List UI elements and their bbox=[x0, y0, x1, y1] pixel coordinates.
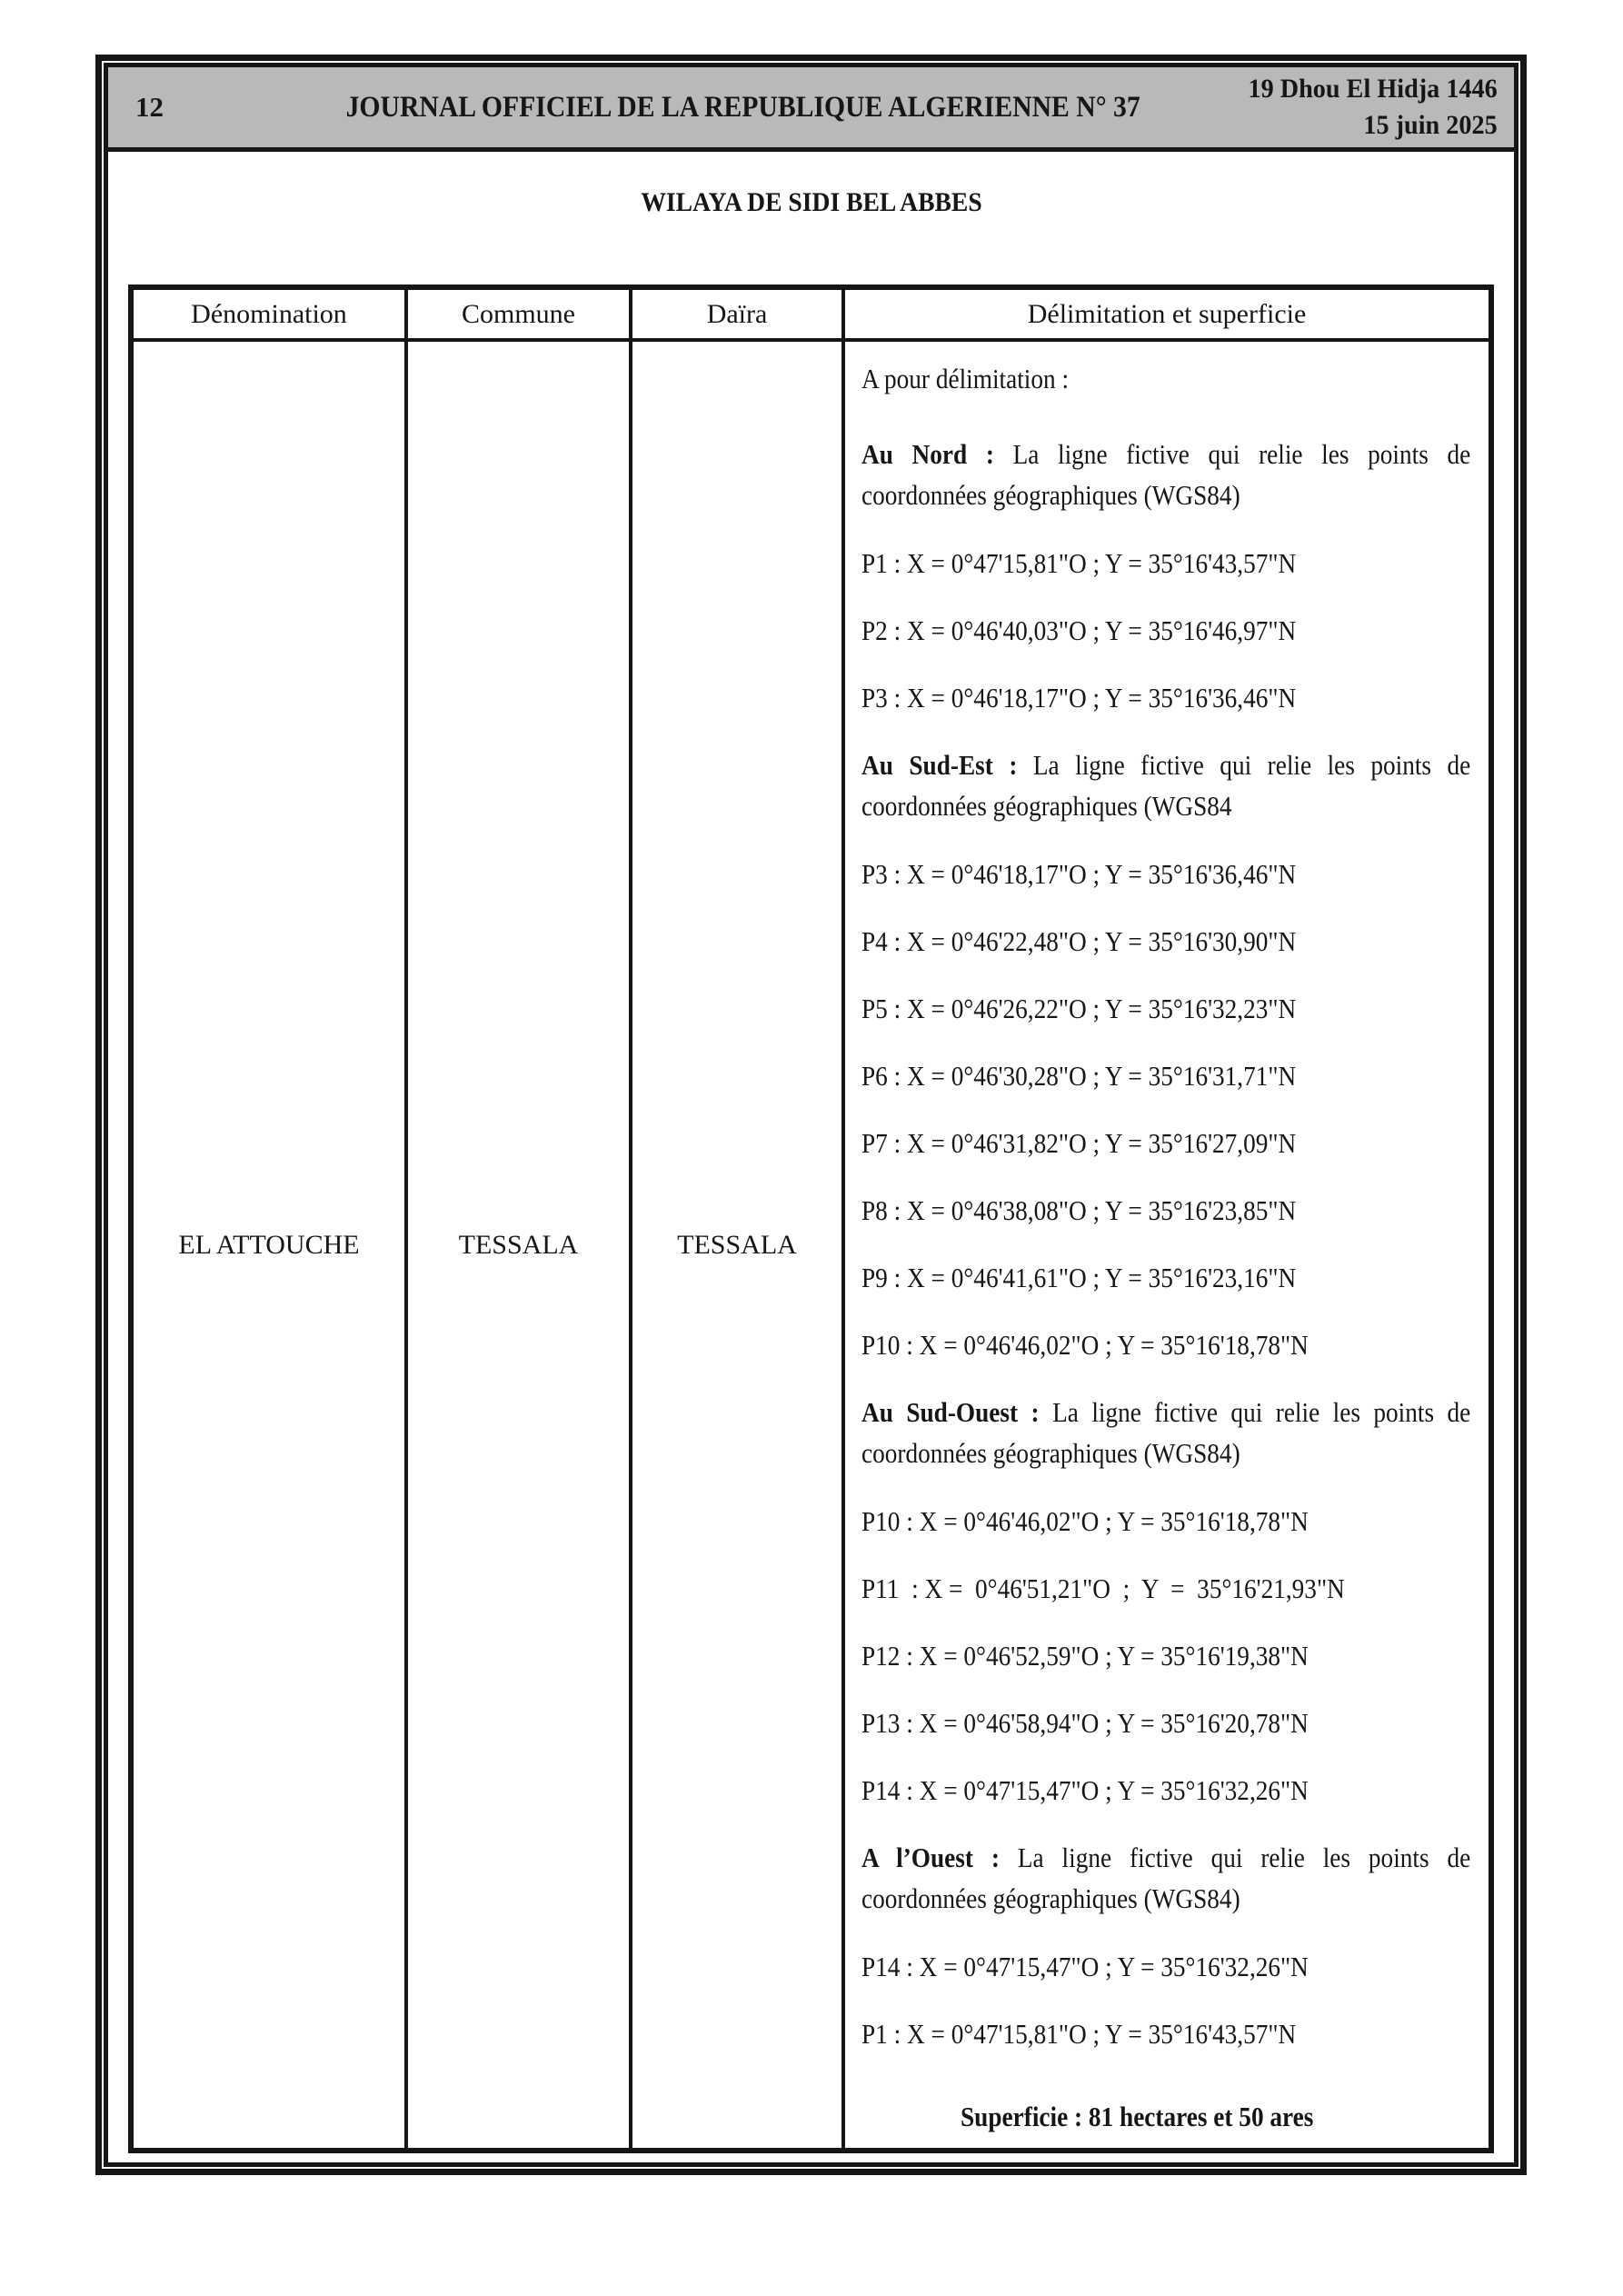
cell-delimitation bbox=[843, 340, 1491, 2151]
coordinate-point: P3 : X = 0°46'18,17"O ; Y = 35°16'36,46"N bbox=[861, 682, 1297, 714]
delimitation-content bbox=[861, 358, 1474, 2137]
coordinate-point: P5 : X = 0°46'26,22"O ; Y = 35°16'32,23"N bbox=[861, 993, 1297, 1024]
coordinate-point: P10 : X = 0°46'46,02"O ; Y = 35°16'18,78"N bbox=[861, 1329, 1309, 1361]
journal-title-wrap bbox=[254, 91, 1232, 125]
page-frame-inner bbox=[104, 63, 1518, 2167]
section-title-text: WILAYA DE SIDI BEL ABBES bbox=[640, 187, 982, 217]
coordinate-point: P3 : X = 0°46'18,17"O ; Y = 35°16'36,46"N bbox=[861, 858, 1297, 890]
coordinate-point: P1 : X = 0°47'15,81"O ; Y = 35°16'43,57"N bbox=[861, 2018, 1297, 2050]
section-paragraph bbox=[861, 434, 1474, 515]
section-description: La ligne fictive qui relie les points de coordonnées géographiques (WGS84) bbox=[861, 1396, 1471, 1469]
cell-daira: TESSALA bbox=[631, 340, 843, 2151]
coordinate-point: P6 : X = 0°46'30,28"O ; Y = 35°16'31,71"N bbox=[861, 1060, 1297, 1092]
delimitation-intro: A pour délimitation : bbox=[861, 363, 1070, 394]
coordinate-point: P11 : X = 0°46'51,21"O ; Y = 35°16'21,93"N bbox=[861, 1572, 1345, 1604]
section-heading: Au Sud-Ouest : bbox=[861, 1396, 1040, 1428]
coordinate-point: P9 : X = 0°46'41,61"O ; Y = 35°16'23,16"N bbox=[861, 1262, 1297, 1293]
column-header-commune: Commune bbox=[406, 287, 631, 340]
section-heading: Au Nord : bbox=[861, 438, 994, 470]
coordinate-point: P4 : X = 0°46'22,48"O ; Y = 35°16'30,90"N bbox=[861, 925, 1297, 957]
coordinate-point: P7 : X = 0°46'31,82"O ; Y = 35°16'27,09"N bbox=[861, 1127, 1297, 1159]
section-paragraph bbox=[861, 1837, 1474, 1919]
coordinate-point: P13 : X = 0°46'58,94"O ; Y = 35°16'20,78"N bbox=[861, 1707, 1309, 1739]
journal-title: JOURNAL OFFICIEL DE LA REPUBLIQUE ALGERIENNE N° 37 bbox=[345, 90, 1140, 124]
date-gregorian: 15 juin 2025 bbox=[1363, 110, 1498, 140]
section-description: La ligne fictive qui relie les points de coordonnées géographiques (WGS84 bbox=[861, 749, 1471, 822]
section-description: La ligne fictive qui relie les points de coordonnées géographiques (WGS84) bbox=[861, 1842, 1471, 1914]
section-paragraph bbox=[861, 744, 1474, 826]
section-heading: A l’Ouest : bbox=[861, 1842, 1000, 1873]
section-paragraph bbox=[861, 1392, 1474, 1473]
coordinate-point: P8 : X = 0°46'38,08"O ; Y = 35°16'23,85"N bbox=[861, 1194, 1297, 1226]
section-description: La ligne fictive qui relie les points de coordonnées géographiques (WGS84) bbox=[861, 438, 1471, 511]
page-number: 12 bbox=[135, 91, 164, 123]
issue-dates bbox=[1232, 71, 1498, 144]
column-header-denomination: Dénomination bbox=[131, 287, 406, 340]
delimitation-section-nord bbox=[861, 434, 1474, 718]
delimitation-section-sud-est bbox=[861, 744, 1474, 1365]
table-header-row bbox=[131, 287, 1491, 340]
cell-denomination: EL ATTOUCHE bbox=[131, 340, 406, 2151]
delimitation-section-sud-ouest bbox=[861, 1392, 1474, 1811]
coordinate-point: P1 : X = 0°47'15,81"O ; Y = 35°16'43,57"N bbox=[861, 547, 1297, 579]
table-row bbox=[131, 340, 1491, 2151]
coordinate-point: P12 : X = 0°46'52,59"O ; Y = 35°16'19,38"N bbox=[861, 1640, 1309, 1672]
superficie-total: Superficie : 81 hectares et 50 ares bbox=[961, 2101, 1314, 2132]
coordinate-point: P14 : X = 0°47'15,47"O ; Y = 35°16'32,26"N bbox=[861, 1951, 1309, 1982]
cell-commune: TESSALA bbox=[406, 340, 631, 2151]
section-heading: Au Sud-Est : bbox=[861, 749, 1018, 781]
coordinate-point: P2 : X = 0°46'40,03"O ; Y = 35°16'46,97"N bbox=[861, 614, 1297, 646]
column-header-delimitation: Délimitation et superficie bbox=[843, 287, 1491, 340]
section-title bbox=[108, 186, 1514, 219]
journal-header-band bbox=[108, 67, 1514, 152]
page-frame bbox=[95, 55, 1527, 2175]
delimitation-table bbox=[128, 285, 1494, 2153]
coordinate-point: P14 : X = 0°47'15,47"O ; Y = 35°16'32,26"N bbox=[861, 1774, 1309, 1806]
date-hijri: 19 Dhou El Hidja 1446 bbox=[1248, 74, 1498, 104]
delimitation-section-ouest bbox=[861, 1837, 1474, 2054]
column-header-daira: Daïra bbox=[631, 287, 843, 340]
coordinate-point: P10 : X = 0°46'46,02"O ; Y = 35°16'18,78"N bbox=[861, 1505, 1309, 1537]
